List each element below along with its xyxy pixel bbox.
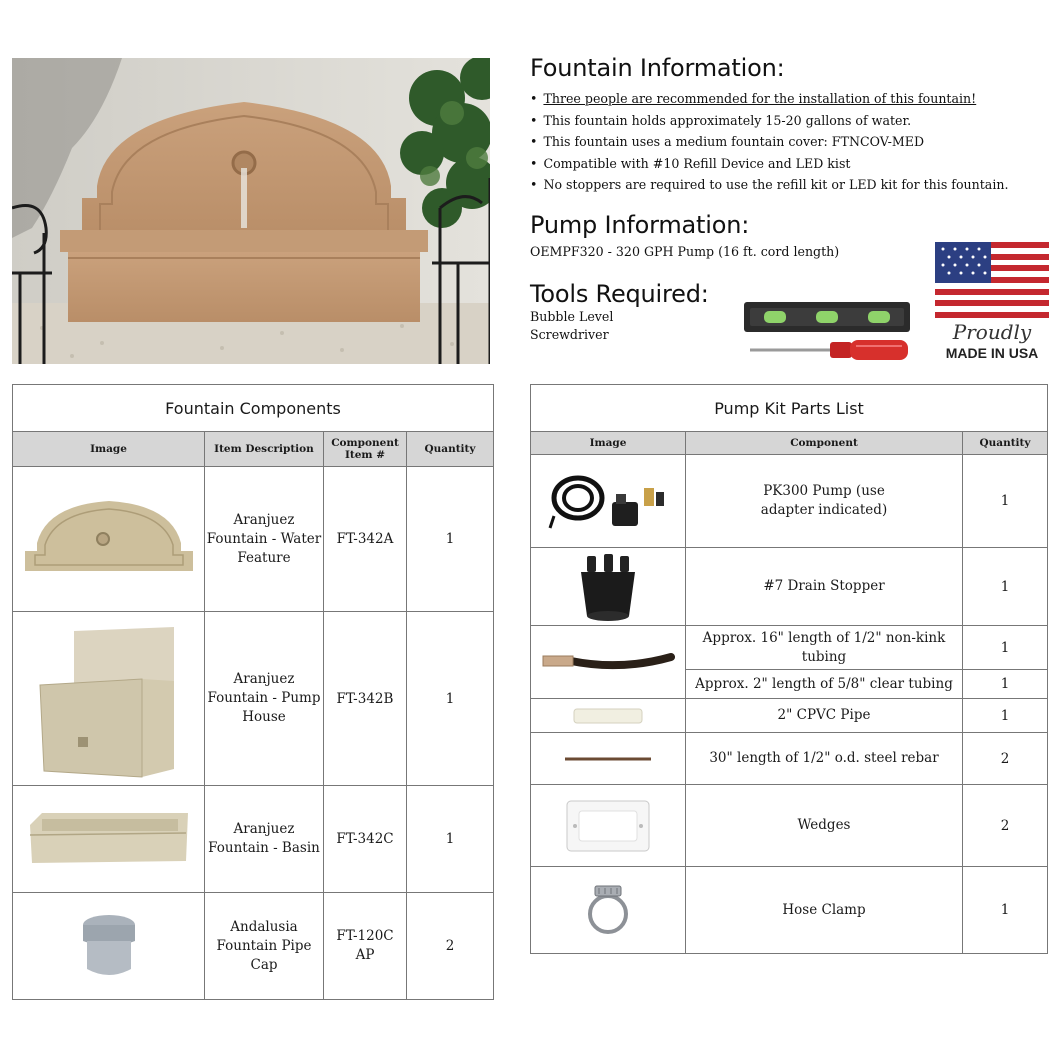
list-item: • This fountain uses a medium fountain cover: FTNCOV-MED (530, 131, 1008, 153)
component-quantity: 2 (963, 733, 1048, 785)
component-name: 2" CPVC Pipe (686, 699, 963, 733)
item-number: FT-342C (324, 786, 407, 893)
list-item: • No stoppers are required to use the refill kit or LED kit for this fountain. (530, 174, 1008, 196)
component-quantity: 1 (963, 548, 1048, 626)
column-header: Quantity (963, 432, 1048, 455)
component-name: 30" length of 1/2" o.d. steel rebar (686, 733, 963, 785)
table-row (531, 785, 1048, 867)
item-quantity: 1 (407, 786, 494, 893)
column-header: Component Item # (324, 432, 407, 467)
table-row (531, 733, 1048, 785)
table-row (13, 786, 494, 893)
item-quantity: 1 (407, 612, 494, 786)
fountain-components-caption: Fountain Components (13, 385, 494, 432)
tool-item-screwdriver: Screwdriver (530, 327, 609, 342)
column-header: Image (531, 432, 686, 455)
component-name: Wedges (686, 785, 963, 867)
component-quantity: 1 (963, 626, 1048, 670)
component-quantity: 1 (963, 670, 1048, 699)
tool-item-level: Bubble Level (530, 309, 614, 324)
us-flag-icon (935, 242, 1049, 318)
pipe-cap-image (79, 911, 139, 981)
wedges-image (565, 799, 651, 853)
item-number: FT-120CAP (324, 893, 407, 1000)
pump-kit-table (530, 384, 1048, 954)
water-feature-image (23, 499, 195, 579)
hose-clamp-image (583, 882, 633, 938)
fountain-photo (12, 58, 490, 364)
component-quantity: 1 (963, 867, 1048, 954)
pump-info-text: OEMPF320 - 320 GPH Pump (16 ft. cord length) (530, 244, 840, 259)
item-description: Aranjuez Fountain - Pump House (205, 612, 324, 786)
tools-image (744, 300, 914, 364)
pump-info-title: Pump Information: (530, 211, 750, 239)
table-row (531, 867, 1048, 954)
item-quantity: 1 (407, 467, 494, 612)
column-header: Quantity (407, 432, 494, 467)
item-description: Aranjuez Fountain - Basin (205, 786, 324, 893)
pump-house-image (34, 619, 184, 779)
component-name: #7 Drain Stopper (686, 548, 963, 626)
fountain-info-title: Fountain Information: (530, 54, 785, 82)
item-quantity: 2 (407, 893, 494, 1000)
item-number: FT-342B (324, 612, 407, 786)
fountain-components-table (12, 384, 494, 1000)
made-in-usa-label: MADE IN USA (945, 345, 1039, 361)
component-quantity: 1 (963, 699, 1048, 733)
column-header: Component (686, 432, 963, 455)
pump-kit-caption: Pump Kit Parts List (531, 385, 1048, 432)
component-name: Approx. 16" length of 1/2" non-kink tubing (686, 626, 963, 670)
basin-image (28, 811, 190, 867)
drain-stopper-image (573, 552, 643, 622)
component-name: Hose Clamp (686, 867, 963, 954)
item-description: Aranjuez Fountain - Water Feature (205, 467, 324, 612)
pump-image (548, 466, 668, 536)
table-row (531, 626, 1048, 670)
cpvc-pipe-image (572, 706, 644, 726)
table-row (13, 467, 494, 612)
fountain-info-list (530, 88, 1008, 196)
item-number: FT-342A (324, 467, 407, 612)
proudly-script: Proudly (952, 320, 1032, 344)
component-name: PK300 Pump (use adapter indicated) (686, 455, 963, 548)
table-row (13, 893, 494, 1000)
table-row (13, 612, 494, 786)
component-quantity: 1 (963, 455, 1048, 548)
table-row (531, 699, 1048, 733)
column-header: Image (13, 432, 205, 467)
column-header: Item Description (205, 432, 324, 467)
component-quantity: 2 (963, 785, 1048, 867)
list-item: • This fountain holds approximately 15-20 gallons of water. (530, 110, 1008, 132)
component-name: Approx. 2" length of 5/8" clear tubing (686, 670, 963, 699)
table-row (531, 548, 1048, 626)
tubing-image (541, 647, 675, 677)
tools-title: Tools Required: (530, 280, 709, 308)
table-row (531, 455, 1048, 548)
rebar-image (563, 754, 653, 764)
list-item: • Three people are recommended for the installation of this fountain! (530, 88, 1008, 110)
item-description: Andalusia Fountain Pipe Cap (205, 893, 324, 1000)
list-item: • Compatible with #10 Refill Device and LED kist (530, 153, 1008, 175)
